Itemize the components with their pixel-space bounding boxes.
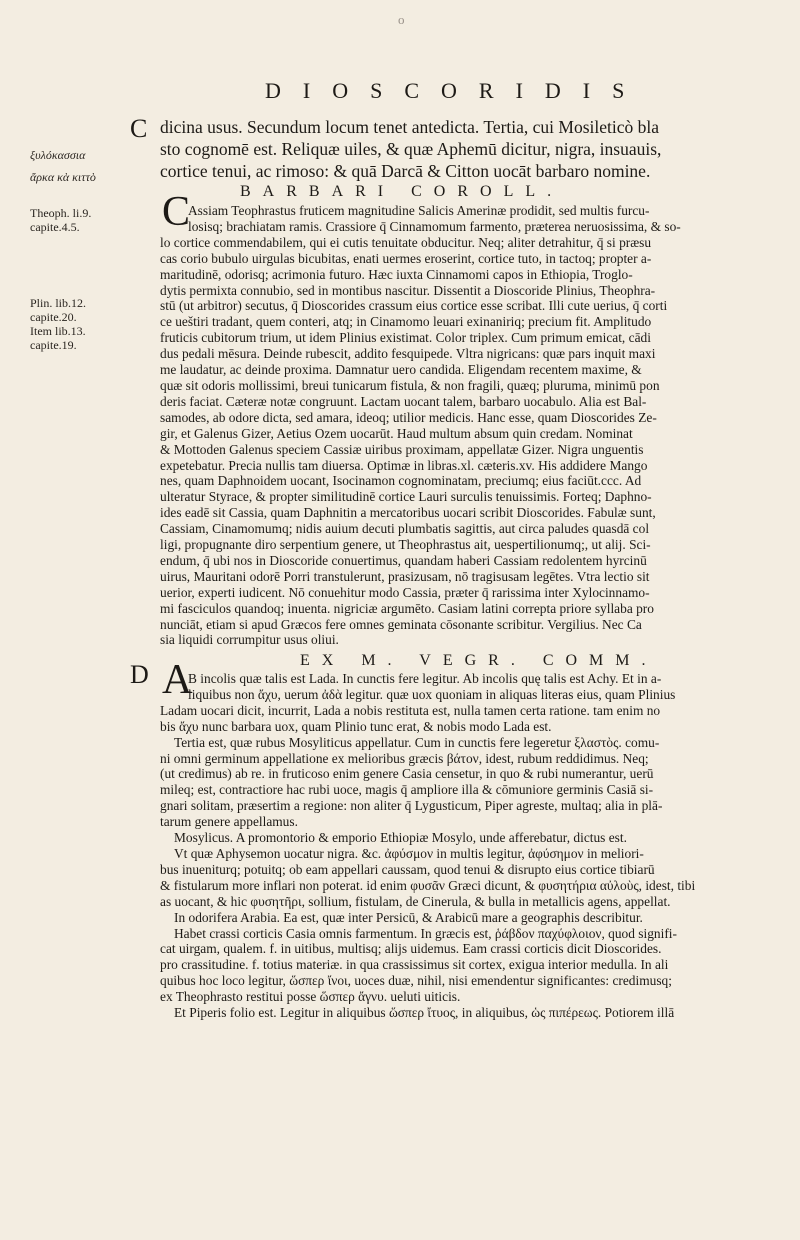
margin-letter-c: C [130, 114, 148, 143]
text-line: Cassiam, Cinamomumq; nidis auium decuti plumbatis sagittis, aut circa paludes quasdā col [160, 521, 650, 537]
text-line: endum, q̄ ubi nos in Dioscoride conuertimus, quandam haberi Cassiam redolentem hyrcinū [160, 552, 647, 568]
margin-note-line: Theoph. li.9. [30, 206, 92, 220]
text-line: ni omni germinum appellatione ex melioribus græcis βάτον, idest, rubum reddidimus. Neq; [160, 750, 649, 766]
text-line: bus inueniturq; potuitq; ob eam appellari caussam, quod tenui & disrupto eius cortice tibiarū [160, 861, 655, 877]
margin-note-greek-2: ἄρκα κὰ κιττὸ [30, 170, 96, 184]
text-line: Vt quæ Aphysemon uocatur nigra. &c. ἀφύσμον in multis legitur, ἀφύσημον in meliori- [174, 845, 644, 861]
text-line: Assiam Teophrastus fruticem magnitudine Salicis Amerinæ prodidit, sed multis furcu- [188, 203, 650, 218]
text-line: lo cortice commendabilem, qui ei cutis tenuitate obducitur. Neq; aliter detrahitur, q̄ si præsu [160, 234, 652, 250]
text-line: ulteratur Styrace, & propter similitudinē cortice Lauri surculis tenuissimis. Forteq; Daphno- [160, 489, 652, 505]
text-line: bis ἄχυ nunc barbara uox, quam Plinio tunc erat, & nobis modo Lada est. [160, 718, 552, 734]
text-line: gir, et Galenus Gizer, Aetius Ozem uocarūt. Haud multum absum quin credam. Nominat [160, 425, 633, 441]
text-line: dus pedali mēsura. Deinde rubescit, addito fesquipede. Vltra nigricans: quæ pars inquit maxi [160, 346, 656, 362]
text-line: dytis permixta connubio, sed in montibus nascitur. Dissentit a Dioscoride Plinius, Theophra- [160, 282, 656, 298]
margin-note-line: Item lib.13. [30, 324, 86, 338]
text-line: as uocant, & hic φυσητῆρι, sollium, fistulam, de Cinerula, & bulla in metallicis agens, appellat. [160, 893, 671, 909]
text-line: maritudinē, odorisq; acrimonia futuro. Hæc iuxta Cinnamomi capos in Ethiopia, Troglo- [160, 266, 633, 282]
text-line: quæ sit odoris mollissimi, breui tunicarum fistula, & non fragili, quæq; pluruma, minimū pon [160, 377, 660, 393]
text-line: sto cognomē est. Reliquæ uiles, & quæ Aphemū dicitur, nigra, insuauis, [160, 139, 662, 159]
text-line: cas corio bubulo uirgulas bicubitas, enati uermes eroserint, cortice tuto, in tactoq; propter a- [160, 250, 652, 266]
text-line: (ut credimus) ab re. in fruticoso enim genere Casia censetur, in quo & rubi numerantur, uerū [160, 766, 654, 782]
text-line: deris faciat. Cæteræ notæ congruunt. Lactam uocant talem, barbaro uocabulo. Alia est Bal- [160, 393, 647, 409]
text-line: Tertia est, quæ rubus Mosyliticus appellatur. Cum in cunctis fere legeretur ξλαστὸς. comu- [174, 734, 660, 750]
running-head: DIOSCORIDIS [265, 78, 647, 103]
text-line: In odorifera Arabia. Ea est, quæ inter Persicū, & Arabicū mare a geographis describitur. [174, 909, 643, 925]
text-line: & fistularum more inflari non poterat. id enim φυσᾶν Græci dicunt, & φυσητήρια αὐλοὺς, idest, tibi [160, 877, 696, 893]
drop-cap-c: C [162, 189, 191, 235]
section-heading-barbari: BARBARI COROLL. [240, 183, 564, 200]
text-line: nunciāt, etiam si apud Græcos fere omnes geminata cōsonante scribitur. Vergilius. Nec Ca [160, 616, 642, 632]
margin-note-line: capite.4.5. [30, 220, 80, 234]
text-line: stū (ut arbitror) secutus, q̄ Dioscorides crassum eius cortice esse scribat. Illi cute uerius, q̄ corti [160, 298, 668, 314]
text-line: quibus hoc loco legitur, ὥσπερ ἴνοι, uoces duæ, nihil, nisi emendentur significantes: credimusq; [160, 973, 672, 989]
text-line: liquibus non ἄχυ, uerum ἀδὰ legitur. quæ uox quoniam in aliquas literas eius, quam Plinius [188, 686, 676, 702]
text-line: mi fasciculos quandoq; inuenta. nigriciæ argumēto. Casiam latini correpta priore syllaba pro [160, 600, 654, 616]
text-line: cat uirgam, qualem. f. in uitibus, multisq; alijs uidemus. Eam crassi corticis dicit Dioscorides. [160, 941, 662, 957]
text-line: dicina usus. Secundum locum tenet antedicta. Tertia, cui Mosileticò bla [160, 117, 660, 137]
text-line: cortice tenui, ac rimoso: & quā Darcā & Citton uocāt barbaro nomine. [160, 161, 651, 181]
text-line: samodes, ab odore dicta, sed amara, ideoq; utilior medicis. Hanc esse, quam Dioscorides Ze- [160, 409, 657, 425]
drop-cap-a: A [162, 657, 193, 703]
folio-mark: o [398, 12, 405, 27]
text-line: uirus, Mauritani odorē Porri transtulerunt, prasizusam, nō tragisusam legētes. Vtra lectio sit [160, 568, 650, 584]
text-line: ides eadē sit Cassia, quam Daphnitin a mercatoribus uocari scribit Dioscorides. Fabulæ sunt, [160, 505, 656, 521]
text-line: Et Piperis folio est. Legitur in aliquibus ὥσπερ ἴτυος, in aliquibus, ὡς πιπέρεως. Potiorem illā [174, 1005, 675, 1021]
text-line: B incolis quæ talis est Lada. In cunctis fere legitur. Ab incolis quę talis est Achy. Et in a- [188, 671, 662, 686]
section-heading-vegr: EX M. VEGR. COMM. [300, 652, 658, 669]
text-line: sia liquidi corrumpitur usus oliui. [160, 632, 339, 648]
text-line: mileq; est, contractiore hac rubi uoce, magis q̄ ampliore illa & cōmuniore germinis Casiā si- [160, 782, 654, 798]
margin-note-line: capite.19. [30, 338, 77, 352]
commentary-vegr [160, 671, 786, 1021]
text-line: losisq; brachiatam ramis. Crassiore q̄ Cinnamomum farmento, præterea neruosissima, & so- [188, 218, 681, 234]
margin-note-line: capite.20. [30, 310, 77, 324]
text-line: ex Theophrasto restitui posse ὥσπερ ἄγνυ. ueluti uiticis. [160, 989, 461, 1005]
text-line: fruticis cubitorum trium, ut idem Plinius existimat. Color triplex. Cum primum emicat, cādi [160, 330, 651, 346]
text-line: pro crassitudine. f. totius materiæ. in qua crassissimus sit cortex, exigua interior medulla. In ali [160, 957, 669, 973]
text-line: uerior, experti iudicent. Nō conuehitur modo Cassia, præter q̄ rarissima inter Xylocinnamo- [160, 584, 650, 600]
text-line: Habet crassi corticis Casia omnis farmentum. In græcis est, ῥάβδον παχύφλοιον, quod signifi- [174, 925, 677, 941]
text-line: me laudatur, ac deinde proxima. Damnatur uero candida. Eligendam recentem maxime, & [160, 362, 642, 378]
text-line: Ladam uocari dicit, incurrit, Lada a nobis restituta est, nulla tamen certa ratione. tam enim no [160, 702, 661, 718]
text-line: ce ueštiri tradant, quem conteri, atq; in Cinamomo leuari exinaniriq; precium fit. Amplitudo [160, 314, 652, 330]
margin-note-plin [30, 296, 86, 352]
text-line: & Mottoden Galenus speciem Cassiæ uiribus proximam, appellatæ Gizer. Nigra unguentis [160, 441, 644, 457]
commentary-barbari [160, 203, 786, 648]
text-line: ligi, propugnante diro serpentium genere, ut Theophrastus ait, uespertilionumq;, ut alij. Sci- [160, 537, 651, 553]
margin-note-greek-1: ξυλόκασσια [30, 148, 86, 162]
margin-note-line: Plin. lib.12. [30, 296, 87, 310]
dioscorides-text [160, 116, 786, 182]
text-line: tarum genere appellamus. [160, 814, 298, 830]
text-line: expetebatur. Precia nullis tam diuersa. Optimæ in libras.xl. cæteris.xv. His addidere Mango [160, 457, 648, 473]
margin-note-theoph [30, 206, 91, 234]
text-line: nes, quam Daphnoidem uocant, Isocinamon cognominatam, preciumq; eius faciūt.ccc. Ad [160, 473, 642, 489]
margin-letter-d: D [130, 660, 149, 689]
text-line: Mosylicus. A promontorio & emporio Ethiopiæ Mosylo, unde afferebatur, dictus est. [174, 830, 627, 846]
text-line: gnari solitam, præsertim a regione: non aliter q̄ Lygusticum, Piper agreste, multaq; alia in plā- [160, 798, 663, 814]
